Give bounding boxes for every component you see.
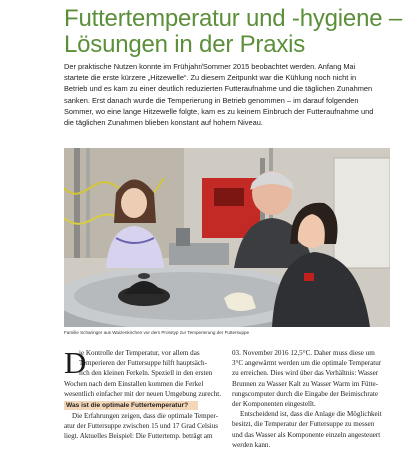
section-subheading: Was ist die optimale Futtertemperatur?	[64, 401, 198, 410]
lead-line: startete die erste kürzere „Hitzewelle“. Zu diesem Zeitpunkt war die Kühlung noch nicht in	[64, 73, 357, 83]
body-line: Brunnen zu Wasser Kalt zu Wasser Warm im Fütte-	[232, 379, 379, 388]
article-title	[64, 6, 410, 58]
photo-illustration	[64, 148, 390, 327]
title-line-2: Lösungen in der Praxis	[64, 31, 306, 58]
lead-line: sanken. Erst danach wurde die Temperierung in Betrieb genommen – im darauf folgenden	[64, 95, 359, 105]
body-line: werden kann.	[232, 440, 271, 449]
body-column-right	[232, 348, 395, 450]
lead-line: Betrieb und es kam zu einer deutlich reduzierten Futteraufnahme und die täglichen Zunahmen	[64, 84, 373, 94]
body-line: Entscheidend ist, dass die Anlage die Möglichkeit	[240, 410, 382, 419]
body-line: atur der Futtersuppe zwischen 15 und 17 Grad Celsius	[64, 422, 219, 431]
body-line: rungscomputer durch die Eingabe der Beimischrate	[232, 389, 378, 398]
body-line: Die Erfahrungen zeigen, dass die optimale Temper-	[72, 412, 218, 421]
body-line: und das Wasser als Komponente einzeln angesteuert	[232, 430, 381, 439]
lead-line: Sommer, wo eine lange Hitzewelle folgte, kam es zu keinem Einbruch der Futteraufnahme und	[64, 106, 374, 116]
body-line: zu erreichen. Dies wird über das Verhältnis: Wasser	[232, 369, 379, 378]
lead-paragraph	[64, 61, 404, 128]
body-line: besitzt, die Temperatur der Futtersuppe zu messen	[232, 420, 375, 429]
drop-cap: D	[64, 345, 87, 380]
body-line: liegt. Aktuelles Beispiel: Die Futtertemp. beträgt am	[64, 432, 213, 441]
photo-caption: Familie Scharinger aus Waizenkirchen vor dem Prototyp zur Temperierung der Futtersuppe	[64, 330, 250, 335]
body-line: ie Kontrolle der Temperatur, vor allem das	[79, 349, 200, 357]
body-line: Wochen nach dem Einstallen kommen die Ferkel	[64, 379, 204, 388]
article-photo	[64, 148, 390, 327]
body-line: wesentlich einfacher mit der neuen Umgebung zurecht.	[64, 389, 221, 398]
lead-line: Der praktische Nutzen konnte im Frühjahr/Sommer 2015 beobachtet werden. Anfang Mai	[64, 62, 356, 71]
body-column-left	[64, 345, 227, 442]
lead-line: die täglichen Zunahmen blieben konstant auf hohem Niveau.	[64, 118, 263, 128]
body-line: der Komponenten eingestellt.	[232, 400, 316, 409]
title-line-1: Futtertemperatur und -hygiene –	[64, 5, 402, 32]
body-line: lich den kleinen Ferkeln. Speziell in den ersten	[79, 369, 213, 378]
body-line: 3°C angewärmt werden um die optimale Temperatur	[232, 359, 382, 368]
body-line: Temperieren der Futtersuppe hilft hauptsäch-	[79, 359, 207, 368]
body-line: 03. November 2016 12,5°C. Daher muss diese um	[232, 349, 375, 357]
